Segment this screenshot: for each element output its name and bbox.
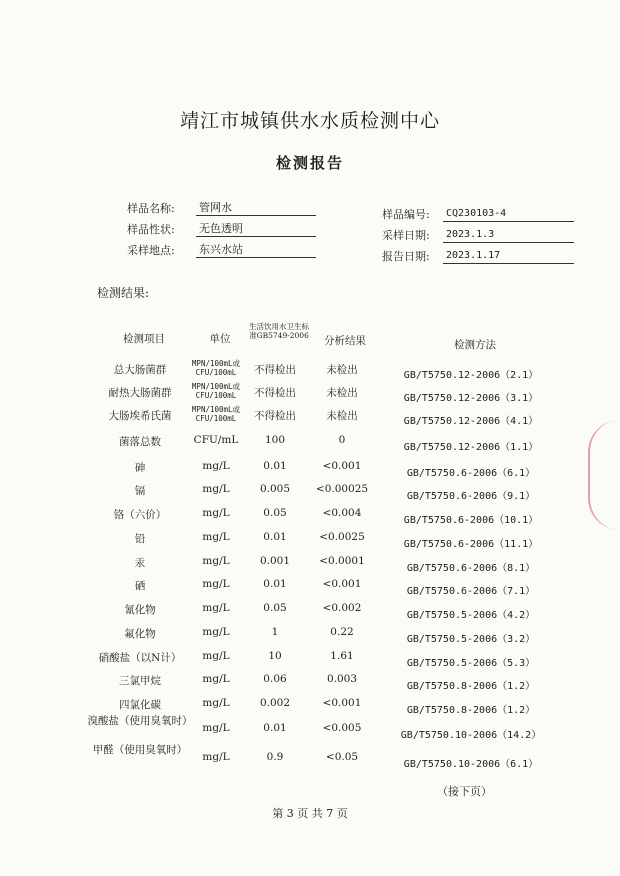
organization-title: 靖江市城镇供水水质检测中心	[179, 110, 440, 132]
results-label: 检测结果:	[97, 286, 150, 300]
column-header-unit: 单位	[209, 333, 231, 345]
cell-result: <0.004	[322, 507, 362, 519]
cell-unit: mg/L	[202, 751, 230, 763]
cell-item: 硒	[134, 580, 146, 592]
cell-unit: MPN/100mL或CFU/100mL	[191, 405, 241, 423]
column-header-result: 分析结果	[324, 335, 366, 347]
report-date-label: 报告日期:	[382, 250, 430, 263]
cell-result: 未检出	[326, 410, 358, 422]
sample-property-value: 无色透明	[196, 221, 316, 237]
cell-unit: mg/L	[202, 460, 230, 472]
column-header-standard: 生活饮用水卫生标准GB5749-2006	[249, 322, 309, 340]
sample-name-value: 管网水	[196, 200, 316, 216]
cell-unit: MPN/100mL或CFU/100mL	[191, 382, 241, 400]
sampling-site-label: 采样地点:	[127, 244, 175, 257]
cell-unit: mg/L	[202, 650, 230, 662]
cell-limit: 100	[264, 434, 286, 446]
cell-method: GB/T5750.6-2006（11.1）	[403, 539, 539, 550]
cell-unit: MPN/100mL或CFU/100mL	[191, 359, 241, 377]
sampling-site-value: 东兴水站	[196, 242, 316, 258]
cell-item: 镉	[134, 485, 146, 497]
cell-method: GB/T5750.10-2006（6.1）	[403, 759, 539, 770]
cell-item: 氟化物	[124, 628, 156, 640]
cell-method: GB/T5750.6-2006（9.1）	[406, 491, 536, 502]
sampling-date-value: 2023.1.3	[443, 227, 574, 243]
red-seal-mark	[588, 420, 620, 530]
cell-unit: mg/L	[202, 722, 230, 734]
cell-method: GB/T5750.12-2006（4.1）	[403, 416, 539, 427]
cell-result: <0.00025	[315, 483, 369, 495]
cell-item: 硝酸盐（以N计）	[98, 652, 182, 664]
cell-method: GB/T5750.5-2006（3.2）	[406, 634, 536, 645]
cell-method: GB/T5750.6-2006（7.1）	[406, 586, 536, 597]
cell-result: <0.05	[325, 751, 359, 763]
cell-limit: 0.06	[263, 673, 287, 685]
cell-item: 耐热大肠菌群	[108, 387, 172, 399]
cell-limit: 0.002	[259, 697, 291, 709]
report-date-value: 2023.1.17	[443, 248, 574, 264]
cell-limit: 不得检出	[254, 387, 296, 399]
cell-limit: 0.001	[259, 555, 291, 567]
cell-item: 铅	[134, 533, 146, 545]
cell-item: 大肠埃希氏菌	[108, 410, 172, 422]
cell-limit: 0.01	[263, 531, 287, 543]
cell-method: GB/T5750.6-2006（8.1）	[406, 563, 536, 574]
cell-item: 汞	[134, 557, 146, 569]
cell-method: GB/T5750.12-2006（3.1）	[403, 393, 539, 404]
cell-unit: mg/L	[202, 626, 230, 638]
cell-result: 0.22	[330, 626, 354, 638]
cell-unit: mg/L	[202, 602, 230, 614]
cell-item: 溴酸盐（使用臭氧时）	[87, 715, 193, 727]
cell-limit: 0.05	[263, 507, 287, 519]
cell-item: 四氯化碳	[119, 699, 161, 711]
cell-method: GB/T5750.12-2006（1.1）	[403, 442, 539, 453]
cell-result: 0	[338, 434, 346, 446]
cell-method: GB/T5750.8-2006（1.2）	[406, 705, 536, 716]
cell-limit: 0.01	[263, 578, 287, 590]
sample-number-value: CQ230103-4	[443, 206, 574, 222]
cell-unit: mg/L	[202, 578, 230, 590]
cell-item: 砷	[134, 462, 146, 474]
cell-result: 0.003	[326, 673, 358, 685]
cell-method: GB/T5750.5-2006（4.2）	[406, 610, 536, 621]
report-title: 检测报告	[275, 154, 344, 172]
cell-unit: mg/L	[202, 483, 230, 495]
sample-number-label: 样品编号:	[382, 208, 430, 221]
cell-limit: 不得检出	[254, 364, 296, 376]
cell-limit: 10	[268, 650, 282, 662]
cell-method: GB/T5750.10-2006（14.2）	[400, 730, 542, 741]
cell-result: <0.001	[322, 697, 362, 709]
page-number: 第 3 页 共 7 页	[272, 807, 348, 820]
sample-name-label: 样品名称:	[127, 202, 175, 215]
cell-result: <0.001	[322, 578, 362, 590]
cell-limit: 0.01	[263, 722, 287, 734]
cell-result: 未检出	[326, 387, 358, 399]
cell-item: 三氯甲烷	[119, 675, 161, 687]
continued-note: （接下页）	[437, 785, 492, 798]
cell-method: GB/T5750.6-2006（10.1）	[403, 515, 539, 526]
cell-limit: 0.9	[266, 751, 284, 763]
cell-method: GB/T5750.8-2006（1.2）	[406, 681, 536, 692]
sampling-date-label: 采样日期:	[382, 229, 430, 242]
cell-unit: mg/L	[202, 531, 230, 543]
cell-result: <0.002	[322, 602, 362, 614]
sample-property-label: 样品性状:	[127, 223, 175, 236]
cell-result: <0.005	[322, 722, 362, 734]
cell-result: <0.001	[322, 460, 362, 472]
cell-item: 铬（六价）	[113, 509, 167, 521]
cell-unit: mg/L	[202, 555, 230, 567]
cell-item: 氰化物	[124, 604, 156, 616]
cell-unit: mg/L	[202, 673, 230, 685]
column-header-item: 检测项目	[123, 333, 165, 345]
cell-unit: mg/L	[202, 697, 230, 709]
cell-limit: 0.01	[263, 460, 287, 472]
column-header-method: 检测方法	[454, 339, 496, 351]
cell-limit: 不得检出	[254, 410, 296, 422]
cell-item: 总大肠菌群	[113, 364, 167, 376]
cell-result: 1.61	[330, 650, 354, 662]
cell-method: GB/T5750.5-2006（5.3）	[406, 658, 536, 669]
cell-item: 菌落总数	[119, 436, 161, 448]
cell-limit: 0.05	[263, 602, 287, 614]
cell-result: <0.0001	[319, 555, 365, 567]
cell-limit: 1	[271, 626, 279, 638]
cell-unit: mg/L	[202, 507, 230, 519]
cell-method: GB/T5750.6-2006（6.1）	[406, 468, 536, 479]
cell-item: 甲醛（使用臭氧时）	[92, 744, 188, 756]
cell-limit: 0.005	[259, 483, 291, 495]
cell-result: <0.0025	[319, 531, 365, 543]
cell-result: 未检出	[326, 364, 358, 376]
cell-unit: CFU/mL	[193, 434, 239, 446]
cell-method: GB/T5750.12-2006（2.1）	[403, 370, 539, 381]
